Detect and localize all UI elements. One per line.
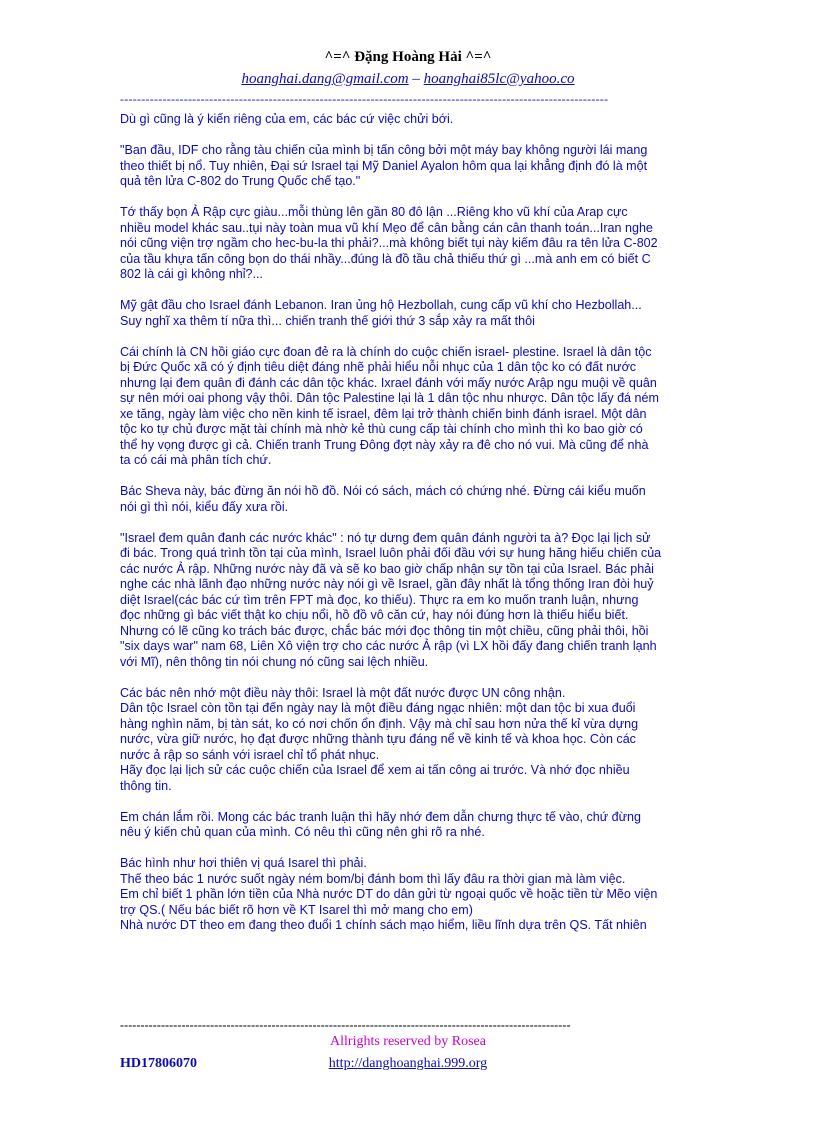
text-line: xe tăng, ngày làm việc cho nền kinh tế israel, đêm lại trở thành chiến binh đánh israel. Một dân — [120, 406, 647, 421]
text-line: với Mĩ), nên thông tin nói chung nó cũng sai lệch nhiều. — [120, 654, 429, 669]
text-line: nghe các nhà lãnh đạo những nước này nói gì về Israel, gần đây nhất là tổng thống Iran đòi huỷ — [120, 577, 654, 591]
text-line: đi bác. Trong quá trình tồn tại của mình, Israel luôn phải đối đầu với sự hung hăng hiếu chiến của — [120, 546, 662, 560]
text-line: nêu ý kiến chủ quan của mình. Có nêu thì cũng nên ghi rõ ra nhé. — [120, 825, 485, 839]
text-line: Bác Sheva này, bác đừng ăn nói hồ đồ. Nói có sách, mách có chứng nhé. Đừng cái kiểu muốn — [120, 484, 646, 498]
footer-divider: -------------------------------------------------------------------------------------------------------------- — [120, 1018, 571, 1032]
body-paragraph — [120, 112, 685, 128]
text-line: Các bác nên nhớ một điều này thôi: Israel là một đất nước được UN công nhận. — [120, 685, 566, 700]
text-line: của tầu khựa tấn công bọn do thái nhầy...đúng là đồ tầu chả thiếu thứ gì ...mà anh em có biết C — [120, 251, 651, 266]
text-line: ta có cái mà phân tích chứ. — [120, 453, 272, 467]
email-separator: – — [408, 71, 424, 87]
text-line: quả tên lửa C-802 do Trung Quốc chế tạo." — [120, 174, 361, 188]
text-line: Thế theo bác 1 nước suốt ngày ném bom/bị đánh bom thì lấy đâu ra thời gian mà làm việc. — [120, 871, 626, 886]
body-paragraph — [120, 856, 685, 934]
body-paragraph — [120, 484, 685, 515]
text-line: trợ QS.( Nếu bác biết rõ hơn về KT Isarel thì mở mang cho em) — [120, 902, 473, 917]
page-header — [0, 48, 816, 89]
text-line: theo thiết bị nổ. Tuy nhiên, Đại sứ Israel tại Mỹ Daniel Ayalon hôm qua lại khẳng định đó là một — [120, 158, 648, 173]
body-paragraph — [120, 686, 685, 795]
text-line: diệt Israel(các bác cứ tìm trên FPT mà đọc, ko thiếu). Thực ra em ko muốn tranh luận, nhưng — [120, 592, 639, 607]
text-line: nước, vừa giữ nước, họ đạt được những thành tựu đáng nể về kinh tế và khoa học. Còn các — [120, 732, 636, 746]
body-paragraph — [120, 143, 685, 190]
text-line: nhưng lại đem quân đi đánh các dân tộc khác. Ixrael đánh với mấy nước Arập ngu muội về quân — [120, 375, 657, 390]
text-line: nước ả rập so sánh với israel chỉ tổ phát nhục. — [120, 747, 380, 762]
text-line: Em chán lắm rồi. Mong các bác tranh luận thì hãy nhớ đem dẫn chưng thực tế vào, chứ đừng — [120, 809, 641, 824]
text-line: Mỹ gật đầu cho Israel đánh Lebanon. Iran ủng hộ Hezbollah, cung cấp vũ khí cho Hezbollah... — [120, 298, 642, 312]
text-line: Nhà nước DT theo em đang theo đuổi 1 chính sách mạo hiểm, liều lĩnh dựa trên QS. Tất nhiên — [120, 918, 647, 932]
article-body — [120, 112, 685, 934]
text-line: "six days war" nam 68, Liên Xô viện trợ cho các nước Ả rập (vì LX hồi đấy đang chiến tranh lạnh — [120, 639, 657, 653]
text-line: nói gì thì nói, kiểu đấy xưa rồi. — [120, 499, 289, 514]
body-paragraph — [120, 810, 685, 841]
body-paragraph — [120, 345, 685, 469]
email-link-gmail[interactable]: hoanghai.dang@gmail.com — [241, 71, 409, 87]
text-line: Dù gì cũng là ý kiến riêng của em, các bác cứ việc chửi bới. — [120, 112, 454, 126]
body-paragraph — [120, 298, 685, 329]
text-line: 802 là cái gì không nhỉ?... — [120, 267, 263, 281]
text-line: sự nên mới oai phong vậy thôi. Dân tộc Palestine lại là 1 dân tộc nhu nhược. Dân tộc lấy đá ném — [120, 391, 659, 405]
text-line: thông tin. — [120, 778, 172, 793]
text-line: đọc những gì bác viết thật ko chịu nổi, hồ đồ vô căn cứ, hay nói đúng hơn là thiếu hiểu biết. — [120, 608, 629, 622]
text-line: "Israel đem quân đanh các nước khác" : nó tự dưng đem quân đánh người ta à? Đọc lại lịch sử — [120, 530, 651, 545]
author-emails — [0, 70, 816, 89]
text-line: "Ban đầu, IDF cho rằng tàu chiến của mình bị tấn công bởi một máy bay không người lái mang — [120, 143, 648, 157]
text-line: Suy nghĩ xa thêm tí nữa thì... chiến tranh thế giới thứ 3 sắp xảy ra mất thôi — [120, 313, 535, 328]
text-line: Bác hình như hơi thiên vị quá Isarel thì phải. — [120, 856, 367, 870]
text-line: nhiều model khác sau..tụi này toàn mua vũ khí Mẹo để cân bằng cán cân thanh toán...Iran nghe — [120, 220, 653, 235]
text-line: Nhưng có lẽ cũng ko trách bác được, chắc bác mới đọc thông tin một chiều, cũng phải thôi, hồi — [120, 623, 649, 638]
text-line: Dân tộc Israel còn tồn tại đến ngày nay là một điều đáng ngạc nhiên: một dan tộc bi xua đuổi — [120, 701, 636, 715]
header-divider: ------------------------------------------------------------------------------------------------------------------- — [120, 92, 609, 106]
text-line: Em chỉ biết 1 phần lớn tiền của Nhà nước DT do dân gửi từ ngoại quốc về hoặc tiền từ Mẽo viện — [120, 887, 658, 901]
text-line: thể hy vọng được gì cả. Chiến tranh Trung Đông đợt này xảy ra đê cho nó vui. Mà cũng để nhà — [120, 437, 649, 452]
text-line: tộc ko tự chủ được mặt tài chính mà nhờ kẻ thù cung cấp tài chính cho mình thì ko bao giờ có — [120, 422, 643, 436]
email-link-yahoo[interactable]: hoanghai85lc@yahoo.co — [423, 71, 575, 87]
text-line: các nước Ả rập. Những nước này đã và sẽ ko bao giờ chấp nhận sự tồn tại của Israel. Bác phải — [120, 561, 654, 576]
text-line: Hãy đọc lại lịch sử các cuộc chiến của Israel để xem ai tấn công ai trước. Và nhớ đọc nhiều — [120, 763, 630, 777]
text-line: Cái chính là CN hồi giáo cực đoan đẻ ra là chính do cuộc chiến israel- plestine. Israel là dân tộc — [120, 344, 652, 359]
footer-url — [0, 1055, 816, 1073]
document-code: HD17806070 — [120, 1056, 197, 1071]
text-line: bị Đức Quốc xã có ý định tiêu diệt đáng nhẽ phải hiểu nỗi nhục của 1 dân tộc ko có đất nước — [120, 360, 637, 374]
text-line: nói cũng viện trợ ngầm cho hec-bu-la thi phải?...mà không biết tụi này kiếm đâu ra tên lửa C-802 — [120, 236, 658, 250]
copyright-notice: Allrights reserved by Rosea — [330, 1034, 486, 1049]
text-line: Tớ thấy bọn Ả Rập cực giàu...mỗi thùng lên gần 80 đô lận ...Riêng kho vũ khí của Arap cực — [120, 205, 628, 219]
author-title: ^=^ Đặng Hoàng Hải ^=^ — [324, 49, 492, 65]
text-line: hàng nghìn năm, bị tàn sát, ko có nơi chốn ổn định. Vậy mà chỉ sau hơn nửa thế kỉ vừa dựng — [120, 716, 639, 731]
website-link[interactable]: http://danghoanghai.999.org — [328, 1056, 488, 1071]
body-paragraph — [120, 205, 685, 283]
body-paragraph — [120, 531, 685, 671]
